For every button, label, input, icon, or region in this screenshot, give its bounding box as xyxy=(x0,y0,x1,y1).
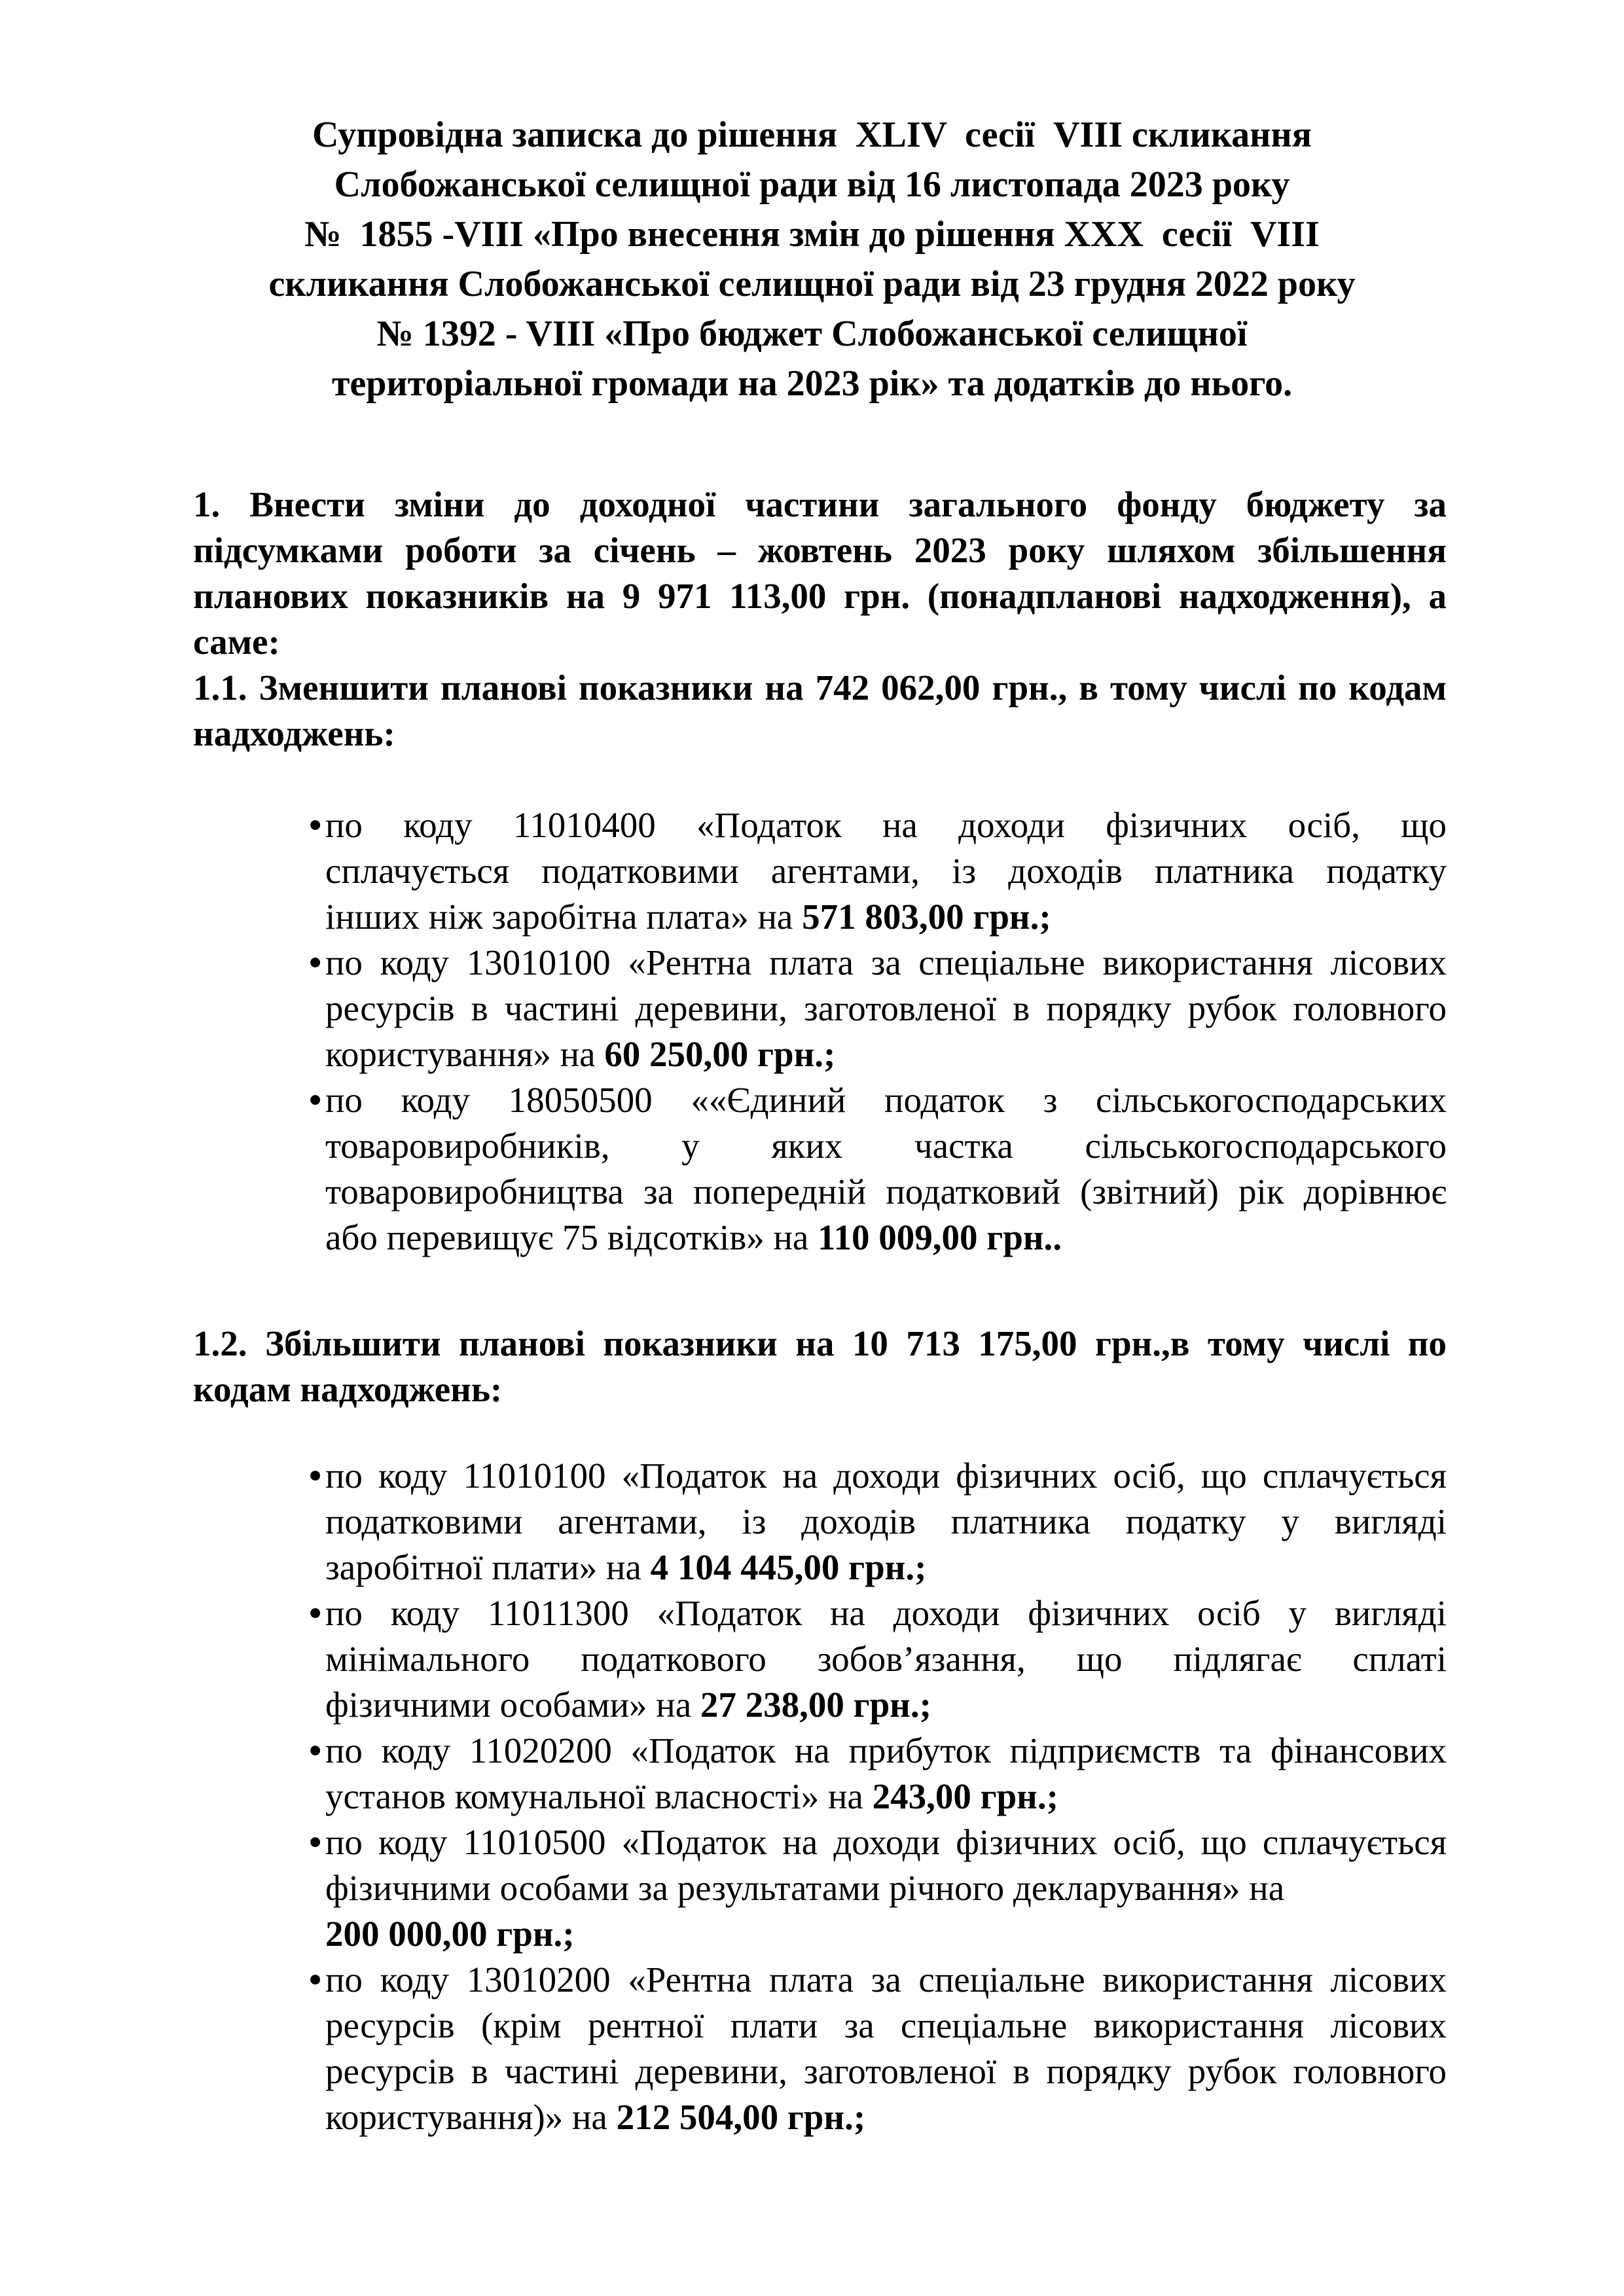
text-segment: по коду 11011300 «Податок на доходи фізичних осіб у вигляді xyxy=(325,1593,1447,1633)
text-segment: заробітної плати» на xyxy=(325,1547,651,1587)
bullet-item-lines xyxy=(325,1453,1447,1590)
paragraph-1-2 xyxy=(193,1321,1447,1412)
text-line xyxy=(325,1453,1447,1499)
bullet-item-lines xyxy=(325,940,1447,1077)
text-line xyxy=(325,1123,1447,1169)
text-segment: по коду 11010500 «Податок на доходи фізичних осіб, що сплачується xyxy=(325,1822,1447,1862)
text-line xyxy=(325,1031,1447,1077)
text-segment: мінімального податкового зобов’язання, що підлягає сплаті xyxy=(325,1639,1447,1679)
text-segment: податковими агентами, із доходів платника податку у вигляді xyxy=(325,1501,1447,1541)
text-segment: підсумками роботи за січень – жовтень 2023 року шляхом збільшення xyxy=(193,530,1447,570)
text-line xyxy=(193,619,1447,665)
text-line xyxy=(325,1169,1447,1215)
document-title xyxy=(187,110,1437,408)
text-segment: або перевищує 75 відсотків» на xyxy=(325,1217,818,1257)
bullet-icon: • xyxy=(309,1080,322,1120)
bullet-icon: • xyxy=(309,1731,322,1770)
text-segment: по коду 18050500 ««Єдиний податок з сільськогосподарських xyxy=(325,1080,1447,1120)
bullet-item xyxy=(309,1590,1447,1728)
title-line: скликання Слобожанської селищної ради від 23 грудня 2022 року xyxy=(268,264,1356,304)
spacer xyxy=(193,757,1447,802)
text-line xyxy=(325,1499,1447,1545)
text-line xyxy=(193,482,1447,528)
text-segment: по коду 11010400 «Податок на доходи фізичних осіб, що xyxy=(325,805,1447,845)
paragraph-1 xyxy=(193,482,1447,665)
text-segment: 1.1. Зменшити планові показники на 742 062,00 грн., в тому числі по кодам xyxy=(193,668,1447,708)
text-segment: планових показників на 9 971 113,00 грн. (понадпланові надходження), а xyxy=(193,576,1447,616)
bullet-item-lines xyxy=(325,1590,1447,1728)
text-line xyxy=(325,1911,1447,1957)
bullet-item xyxy=(309,940,1447,1077)
text-line xyxy=(193,665,1447,711)
bullet-list-increase xyxy=(193,1453,1447,2140)
text-segment: фізичними особами» на xyxy=(325,1685,700,1725)
amount: 243,00 грн.; xyxy=(872,1776,1058,1816)
amount: 200 000,00 грн.; xyxy=(325,1914,575,1954)
bullet-icon: • xyxy=(309,942,322,982)
text-segment: по коду 11010100 «Податок на доходи фізичних осіб, що сплачується xyxy=(325,1456,1447,1496)
bullet-item xyxy=(309,1728,1447,1820)
bullet-icon: • xyxy=(309,1960,322,2000)
text-segment: інших ніж заробітна плата» на xyxy=(325,897,803,937)
text-line xyxy=(325,1865,1447,1911)
text-segment: користування)» на xyxy=(325,2097,617,2137)
text-line xyxy=(325,1545,1447,1590)
text-segment: фізичними особами за результатами річного декларування» на xyxy=(325,1868,1285,1908)
text-line xyxy=(325,848,1447,894)
text-line xyxy=(325,1728,1447,1774)
text-line xyxy=(193,573,1447,619)
text-line xyxy=(325,1215,1447,1261)
text-line xyxy=(325,2094,1447,2140)
text-segment: ресурсів в частині деревини, заготовленої в порядку рубок головного xyxy=(325,988,1447,1028)
title-line: Супровідна записка до рішення XLIV сесії VIII скликання xyxy=(312,115,1312,155)
title-line: територіальної громади на 2023 рік» та додатків до нього. xyxy=(331,363,1293,404)
text-segment: по коду 13010200 «Рентна плата за спеціальне використання лісових xyxy=(325,1960,1447,2000)
spacer xyxy=(193,1412,1447,1453)
text-line xyxy=(325,1636,1447,1682)
text-line xyxy=(325,1077,1447,1123)
bullet-item xyxy=(309,1077,1447,1261)
bullet-icon: • xyxy=(309,805,322,845)
text-line xyxy=(193,1321,1447,1367)
text-line xyxy=(193,528,1447,573)
text-line xyxy=(325,1957,1447,2003)
title-line: № 1855 -VIII «Про внесення змін до рішення XXX сесії VIII xyxy=(304,214,1320,255)
document-body xyxy=(193,482,1447,2140)
text-line xyxy=(325,1590,1447,1636)
text-line xyxy=(325,802,1447,848)
amount: 212 504,00 грн.; xyxy=(616,2097,866,2137)
amount: 60 250,00 грн.; xyxy=(604,1034,836,1074)
bullet-item-lines xyxy=(325,1820,1447,1957)
bullet-item xyxy=(309,1957,1447,2140)
text-segment: 1.2. Збільшити планові показники на 10 713 175,00 грн.,в тому числі по xyxy=(193,1323,1447,1363)
bullet-icon: • xyxy=(309,1456,322,1496)
text-segment: 1. Внести зміни до доходної частини загального фонду бюджету за xyxy=(193,484,1447,524)
bullet-list-decrease xyxy=(193,802,1447,1261)
text-line xyxy=(325,2049,1447,2094)
text-segment: користування» на xyxy=(325,1034,605,1074)
amount: 110 009,00 грн.. xyxy=(818,1217,1062,1257)
text-line xyxy=(325,2003,1447,2049)
amount: 571 803,00 грн.; xyxy=(802,897,1051,937)
text-segment: ресурсів (крім рентної плати за спеціальне використання лісових xyxy=(325,2005,1447,2045)
text-segment: установ комунальної власності» на xyxy=(325,1776,873,1816)
text-line xyxy=(325,1682,1447,1728)
text-segment: товаровиробництва за попередній податковий (звітний) рік дорівнює xyxy=(325,1172,1447,1211)
paragraph-1-1 xyxy=(193,665,1447,757)
bullet-item xyxy=(309,802,1447,940)
bullet-item xyxy=(309,1453,1447,1590)
amount: 4 104 445,00 грн.; xyxy=(650,1547,927,1587)
text-line xyxy=(325,986,1447,1031)
text-segment: саме: xyxy=(193,622,280,662)
bullet-item xyxy=(309,1820,1447,1957)
text-line xyxy=(325,1774,1447,1820)
title-line: № 1392 - VIII «Про бюджет Слобожанської селищної xyxy=(376,314,1248,354)
bullet-icon: • xyxy=(309,1593,322,1633)
text-segment: сплачується податковими агентами, із доходів платника податку xyxy=(325,851,1447,891)
bullet-item-lines xyxy=(325,1957,1447,2140)
text-line xyxy=(325,1820,1447,1865)
text-segment: кодам надходжень: xyxy=(193,1369,503,1409)
text-segment: по коду 13010100 «Рентна плата за спеціальне використання лісових xyxy=(325,942,1447,982)
text-line xyxy=(193,1367,1447,1412)
bullet-item-lines xyxy=(325,1077,1447,1261)
bullet-item-lines xyxy=(325,1728,1447,1820)
bullet-icon: • xyxy=(309,1822,322,1862)
text-line xyxy=(325,894,1447,940)
bullet-item-lines xyxy=(325,802,1447,940)
text-segment: товаровиробників, у яких частка сільськогосподарського xyxy=(325,1126,1447,1166)
text-segment: ресурсів в частині деревини, заготовленої в порядку рубок головного xyxy=(325,2051,1447,2091)
amount: 27 238,00 грн.; xyxy=(700,1685,931,1725)
text-line xyxy=(325,940,1447,986)
title-line: Слобожанської селищної ради від 16 листопада 2023 року xyxy=(334,164,1290,205)
text-line xyxy=(193,711,1447,757)
text-segment: надходжень: xyxy=(193,713,395,753)
spacer xyxy=(193,1261,1447,1321)
text-segment: по коду 11020200 «Податок на прибуток підприємств та фінансових xyxy=(325,1731,1447,1770)
